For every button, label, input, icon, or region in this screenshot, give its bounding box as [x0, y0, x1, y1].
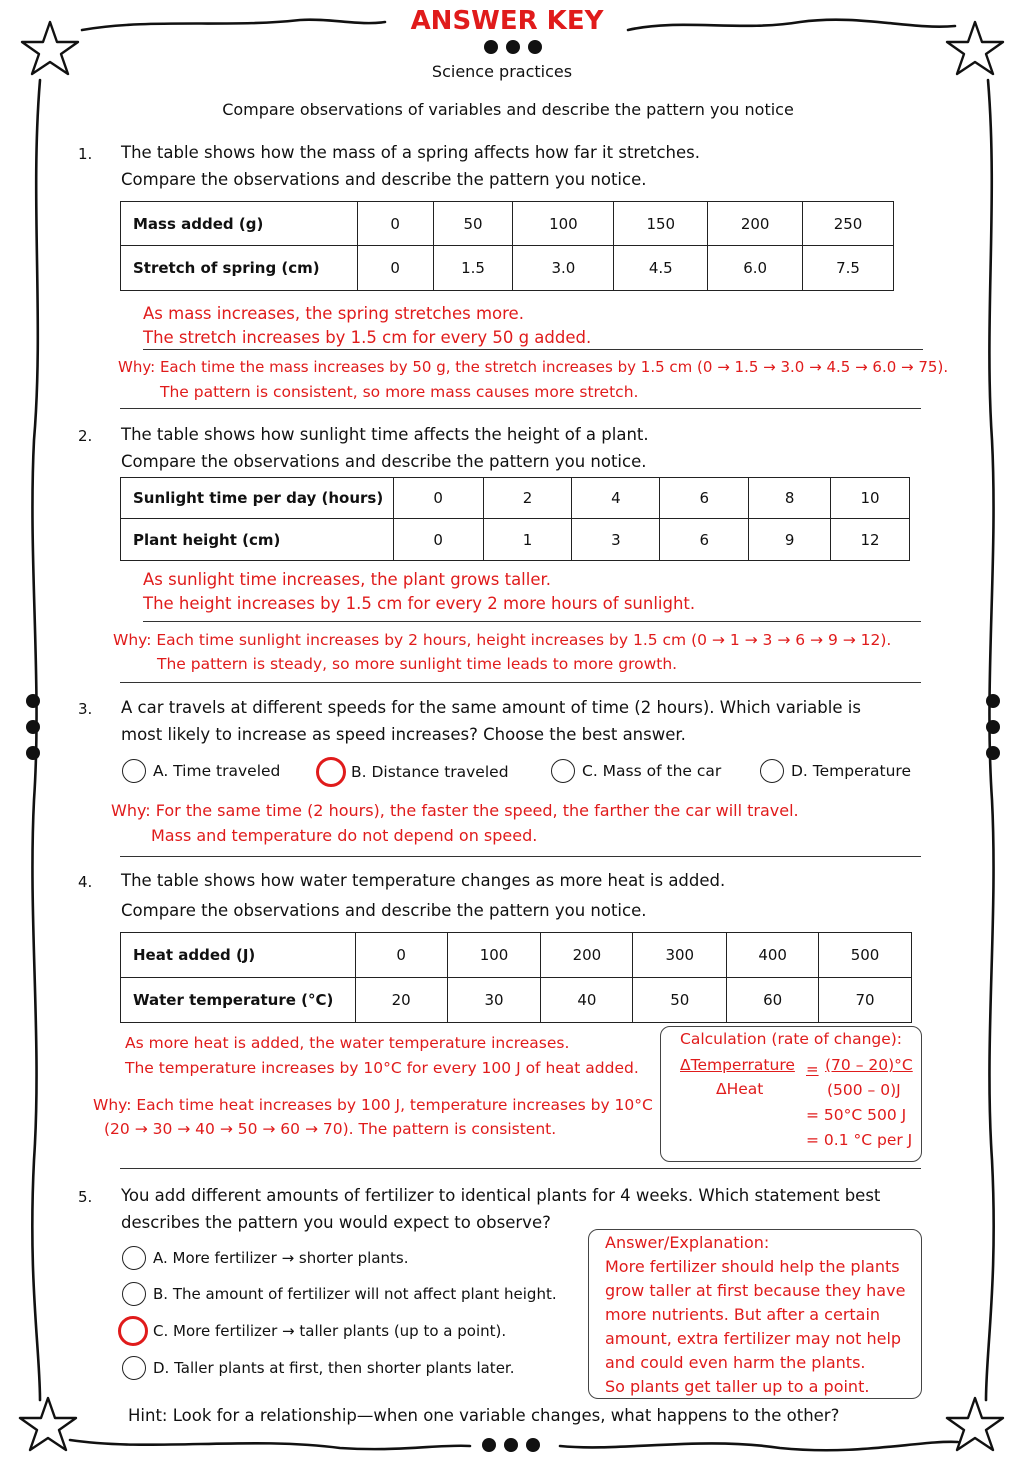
dot-top-3	[528, 40, 542, 54]
q4-cell: 300	[633, 933, 727, 978]
calc-denominator-label: ΔHeat	[716, 1080, 764, 1098]
q4-cell: 40	[541, 978, 633, 1023]
calc-title: Calculation (rate of change):	[680, 1030, 903, 1048]
calc-equals: =	[806, 1060, 819, 1078]
radio-circle-icon[interactable]	[122, 759, 146, 783]
q2-text-line1: The table shows how sunlight time affects the height of a plant.	[121, 425, 649, 444]
q2-cell: 4	[572, 478, 660, 519]
calc-step2: = 50°C 500 J	[806, 1106, 907, 1124]
explanation-heading: Answer/Explanation:	[605, 1233, 770, 1252]
q3-number: 3.	[78, 700, 93, 718]
q3-divider	[120, 856, 921, 857]
q1-header-stretch: Stretch of spring (cm)	[121, 246, 358, 291]
q4-cell: 500	[819, 933, 912, 978]
q4-answer-line1: As more heat is added, the water temperature increases.	[125, 1034, 570, 1052]
q4-cell: 50	[633, 978, 727, 1023]
q2-why-line1: Why: Each time sunlight increases by 2 hours, height increases by 1.5 cm (0 → 1 → 3 → 6 → 9 → 12).	[113, 631, 892, 649]
calc-denominator-value: (500 – 0)J	[827, 1081, 901, 1099]
q2-divider	[120, 682, 921, 683]
q2-table	[120, 477, 910, 561]
q2-text-line2: Compare the observations and describe the pattern you notice.	[121, 452, 647, 471]
q2-header-sunlight: Sunlight time per day (hours)	[121, 478, 394, 519]
radio-circle-icon[interactable]	[122, 1282, 146, 1306]
q1-answer-line2: The stretch increases by 1.5 cm for every 50 g added.	[143, 328, 592, 347]
selected-answer-circle-icon[interactable]	[316, 757, 346, 787]
q1-cell: 150	[614, 202, 708, 246]
q3-option-b-label: B. Distance traveled	[351, 763, 509, 781]
calc-step3: = 0.1 °C per J	[806, 1131, 913, 1149]
dot-bottom-2	[504, 1438, 518, 1452]
q2-cell: 10	[831, 478, 910, 519]
dot-top-1	[484, 40, 498, 54]
q5-option-d[interactable]	[122, 1356, 514, 1380]
q4-cell: 400	[727, 933, 819, 978]
q4-number: 4.	[78, 873, 93, 891]
q1-cell: 250	[803, 202, 894, 246]
q5-option-a[interactable]	[122, 1246, 408, 1270]
q2-cell: 0	[393, 478, 483, 519]
dot-left-3	[26, 746, 40, 760]
q1-answer-underline	[143, 349, 923, 350]
explanation-line: and could even harm the plants.	[605, 1353, 866, 1372]
q4-cell: 30	[447, 978, 541, 1023]
q3-text-line1: A car travels at different speeds for the same amount of time (2 hours). Which variable is	[121, 698, 861, 717]
instruction: Compare observations of variables and describe the pattern you notice	[222, 100, 794, 119]
q1-text-line2: Compare the observations and describe the pattern you notice.	[121, 170, 647, 189]
q4-why-line2: (20 → 30 → 40 → 50 → 60 → 70). The pattern is consistent.	[104, 1120, 557, 1138]
q2-answer-line2: The height increases by 1.5 cm for every 2 more hours of sunlight.	[143, 594, 696, 613]
dot-right-1	[986, 694, 1000, 708]
q4-text-line1: The table shows how water temperature changes as more heat is added.	[121, 871, 726, 890]
q1-cell: 0	[357, 246, 433, 291]
q2-header-height: Plant height (cm)	[121, 519, 394, 561]
q1-why-line2: The pattern is consistent, so more mass causes more stretch.	[160, 383, 639, 401]
explanation-line: grow taller at first because they have	[605, 1281, 906, 1300]
q2-why-line2: The pattern is steady, so more sunlight time leads to more growth.	[157, 655, 678, 673]
q2-cell: 6	[660, 478, 749, 519]
q5-option-d-label: D. Taller plants at first, then shorter plants later.	[153, 1359, 515, 1377]
q4-cell: 20	[355, 978, 447, 1023]
explanation-line: more nutrients. But after a certain	[605, 1305, 881, 1324]
dot-right-3	[986, 746, 1000, 760]
calc-numerator-value: (70 – 20)°C	[825, 1056, 913, 1074]
q1-why-line1: Why: Each time the mass increases by 50 g, the stretch increases by 1.5 cm (0 → 1.5 → 3.0 → 4.5 → 6.0 → 75).	[118, 358, 949, 376]
hint: Hint: Look for a relationship—when one variable changes, what happens to the other?	[128, 1406, 840, 1425]
q2-cell: 1	[483, 519, 572, 561]
q2-cell: 9	[749, 519, 831, 561]
q2-cell: 0	[393, 519, 483, 561]
radio-circle-icon[interactable]	[122, 1246, 146, 1270]
q3-option-d[interactable]	[760, 759, 911, 783]
radio-circle-icon[interactable]	[122, 1356, 146, 1380]
dot-left-2	[26, 720, 40, 734]
radio-circle-icon[interactable]	[551, 759, 575, 783]
q1-cell: 4.5	[614, 246, 708, 291]
q4-cell: 100	[447, 933, 541, 978]
q2-number: 2.	[78, 427, 93, 445]
q1-text-line1: The table shows how the mass of a spring affects how far it stretches.	[121, 143, 700, 162]
q4-cell: 70	[819, 978, 912, 1023]
radio-circle-icon[interactable]	[760, 759, 784, 783]
calc-numerator-label: ΔTemperrature	[680, 1056, 795, 1074]
q1-cell: 50	[433, 202, 513, 246]
q4-header-heat: Heat added (J)	[121, 933, 356, 978]
q4-cell: 60	[727, 978, 819, 1023]
q1-cell: 100	[513, 202, 614, 246]
q5-option-b[interactable]	[122, 1282, 557, 1306]
q2-cell: 6	[660, 519, 749, 561]
q2-answer-line1: As sunlight time increases, the plant grows taller.	[143, 570, 552, 589]
q2-cell: 12	[831, 519, 910, 561]
q4-table	[120, 932, 912, 1023]
q3-option-c[interactable]	[551, 759, 721, 783]
q5-text-line2: describes the pattern you would expect to observe?	[121, 1213, 551, 1232]
q1-number: 1.	[78, 145, 93, 163]
dot-bottom-1	[482, 1438, 496, 1452]
selected-answer-circle-icon[interactable]	[118, 1316, 148, 1346]
q5-text-line1: You add different amounts of fertilizer to identical plants for 4 weeks. Which statement best	[121, 1186, 881, 1205]
q5-explanation	[605, 1231, 905, 1399]
q4-cell: 0	[355, 933, 447, 978]
q2-cell: 2	[483, 478, 572, 519]
q1-header-mass: Mass added (g)	[121, 202, 358, 246]
dot-top-2	[506, 40, 520, 54]
q2-cell: 8	[749, 478, 831, 519]
q1-cell: 200	[708, 202, 803, 246]
q4-why-line1: Why: Each time heat increases by 100 J, temperature increases by 10°C	[93, 1096, 653, 1114]
q3-option-b[interactable]	[316, 757, 509, 787]
q3-option-c-label: C. Mass of the car	[582, 762, 722, 780]
q1-divider	[120, 408, 921, 409]
q4-text-line2: Compare the observations and describe the pattern you notice.	[121, 901, 647, 920]
q5-option-c-label: C. More fertilizer → taller plants (up to a point).	[153, 1322, 507, 1340]
explanation-line: So plants get taller up to a point.	[605, 1377, 870, 1396]
q4-answer-line2: The temperature increases by 10°C for every 100 J of heat added.	[125, 1059, 639, 1077]
q3-option-a-label: A. Time traveled	[153, 762, 281, 780]
page-subtitle: Science practices	[431, 62, 573, 81]
q4-divider	[120, 1168, 921, 1169]
dot-right-2	[986, 720, 1000, 734]
q1-cell: 6.0	[708, 246, 803, 291]
q1-cell: 1.5	[433, 246, 513, 291]
dot-bottom-3	[526, 1438, 540, 1452]
q3-why-line1: Why: For the same time (2 hours), the faster the speed, the farther the car will travel.	[111, 801, 799, 820]
q5-number: 5.	[78, 1188, 93, 1206]
q4-cell: 200	[541, 933, 633, 978]
explanation-line: amount, extra fertilizer may not help	[605, 1329, 902, 1348]
q3-why-line2: Mass and temperature do not depend on speed.	[151, 826, 538, 845]
q5-option-a-label: A. More fertilizer → shorter plants.	[153, 1249, 409, 1267]
q3-option-a[interactable]	[122, 759, 280, 783]
page-title: ANSWER KEY	[410, 6, 604, 36]
q3-option-d-label: D. Temperature	[791, 762, 911, 780]
q1-cell: 7.5	[803, 246, 894, 291]
q1-table	[120, 201, 894, 291]
q2-cell: 3	[572, 519, 660, 561]
q5-option-b-label: B. The amount of fertilizer will not affect plant height.	[153, 1285, 557, 1303]
q1-cell: 3.0	[513, 246, 614, 291]
q1-cell: 0	[357, 202, 433, 246]
q3-text-line2: most likely to increase as speed increases? Choose the best answer.	[121, 725, 686, 744]
q2-answer-underline	[143, 621, 921, 622]
q1-answer-line1: As mass increases, the spring stretches more.	[143, 304, 524, 323]
q5-option-c[interactable]	[118, 1316, 506, 1346]
dot-left-1	[26, 694, 40, 708]
q4-header-temperature: Water temperature (°C)	[121, 978, 356, 1023]
explanation-line: More fertilizer should help the plants	[605, 1257, 900, 1276]
